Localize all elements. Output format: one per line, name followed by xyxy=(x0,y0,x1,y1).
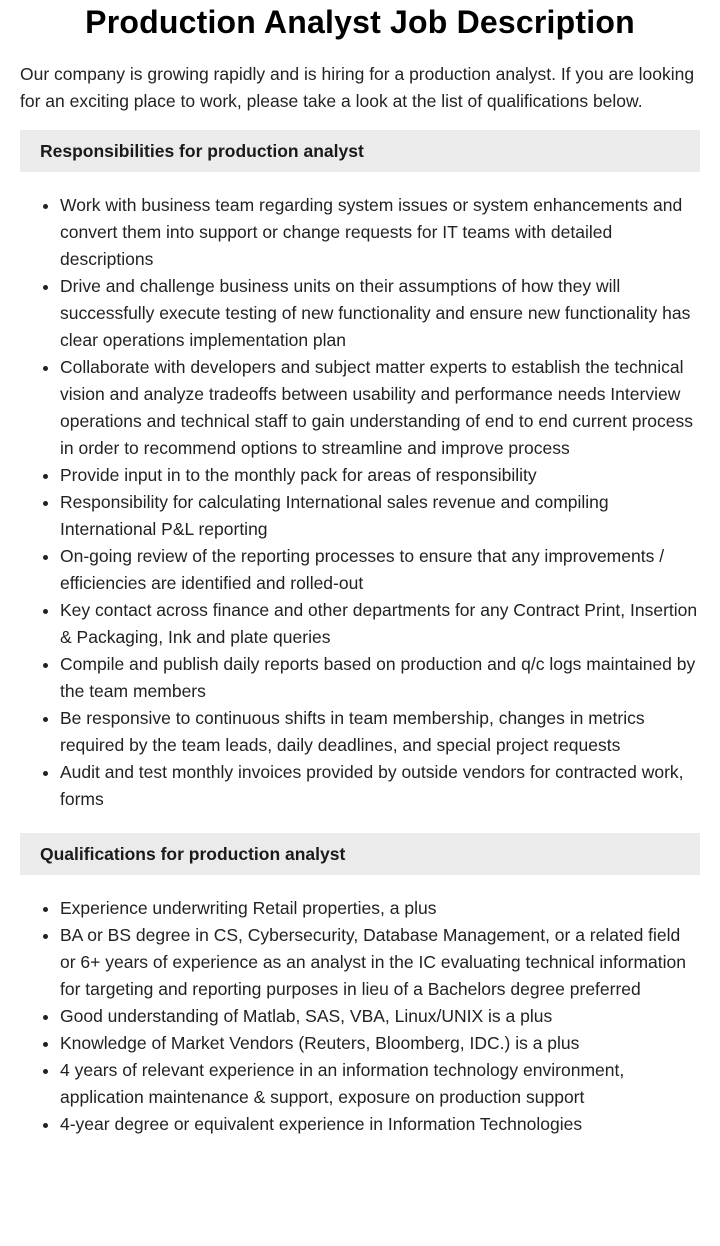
list-item: • Good understanding of Matlab, SAS, VBA, Linux/UNIX is a plus xyxy=(60,1003,700,1030)
list-item: • On-going review of the reporting processes to ensure that any improvements / efficiencies are identified and rolled-out xyxy=(60,543,700,597)
intro-paragraph: Our company is growing rapidly and is hiring for a production analyst. If you are looking for an exciting place to work, please take a look at the list of qualifications below. xyxy=(20,64,695,111)
page-title: Production Analyst Job Description xyxy=(85,4,635,40)
list-item: • BA or BS degree in CS, Cybersecurity, Database Management, or a related field or 6+ years of experience as an analyst in the IC evaluating technical information for targeting and reporting purposes in lieu of a Bachelors degree preferred xyxy=(60,922,700,1003)
qualifications-list xyxy=(20,895,700,1138)
list-item: • Provide input in to the monthly pack for areas of responsibility xyxy=(60,462,700,489)
list-item: • Be responsive to continuous shifts in team membership, changes in metrics required by the team leads, daily deadlines, and special project requests xyxy=(60,705,700,759)
list-item: • Work with business team regarding system issues or system enhancements and convert them into support or change requests for IT teams with detailed descriptions xyxy=(60,192,700,273)
list-item: • Key contact across finance and other departments for any Contract Print, Insertion & Packaging, Ink and plate queries xyxy=(60,597,700,651)
responsibilities-list xyxy=(20,192,700,813)
list-item: • Compile and publish daily reports based on production and q/c logs maintained by the team members xyxy=(60,651,700,705)
list-item: • 4-year degree or equivalent experience in Information Technologies xyxy=(60,1111,700,1138)
list-item: • Experience underwriting Retail properties, a plus xyxy=(60,895,700,922)
list-item: • Knowledge of Market Vendors (Reuters, Bloomberg, IDC.) is a plus xyxy=(60,1030,700,1057)
list-item: • Drive and challenge business units on their assumptions of how they will successfully execute testing of new functionality and ensure new functionality has clear operations implementation plan xyxy=(60,273,700,354)
list-item: • Responsibility for calculating International sales revenue and compiling International P&L reporting xyxy=(60,489,700,543)
list-item: • Collaborate with developers and subject matter experts to establish the technical vision and analyze tradeoffs between usability and performance needs Interview operations and technical staff to gain understanding of end to end current process in order to recommend options to streamline and improve process xyxy=(60,354,700,462)
responsibilities-heading: Responsibilities for production analyst xyxy=(20,130,700,172)
qualifications-heading: Qualifications for production analyst xyxy=(20,833,700,875)
list-item: • 4 years of relevant experience in an information technology environment, application maintenance & support, exposure on production support xyxy=(60,1057,700,1111)
list-item: • Audit and test monthly invoices provided by outside vendors for contracted work, forms xyxy=(60,759,700,813)
